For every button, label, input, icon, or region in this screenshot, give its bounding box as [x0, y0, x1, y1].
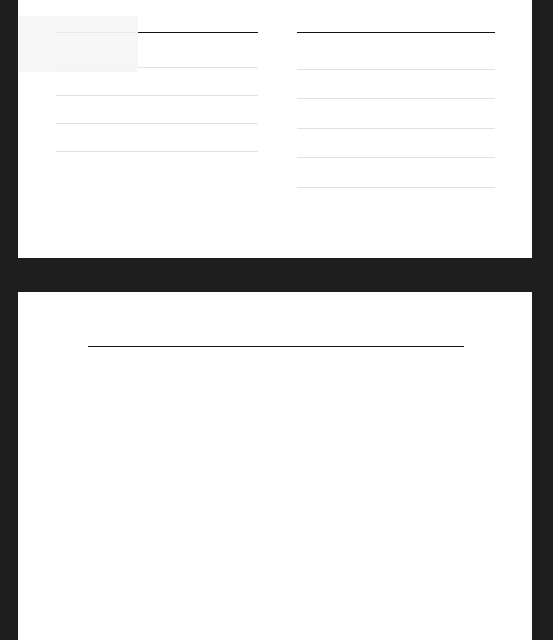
dessert-section	[297, 24, 495, 188]
menu-item	[56, 68, 258, 96]
menu-item	[297, 70, 495, 100]
page-indicator	[18, 16, 138, 72]
menu-item	[297, 158, 495, 188]
menu-item	[56, 96, 258, 124]
soft-drink-section	[56, 364, 256, 382]
drink-menu-card	[18, 292, 532, 640]
divider	[297, 32, 495, 33]
menu-item	[297, 129, 495, 159]
menu-item	[56, 124, 258, 152]
menu-item	[297, 99, 495, 129]
menu-item	[297, 40, 495, 70]
divider	[88, 346, 464, 347]
alcohol-section	[294, 364, 494, 382]
